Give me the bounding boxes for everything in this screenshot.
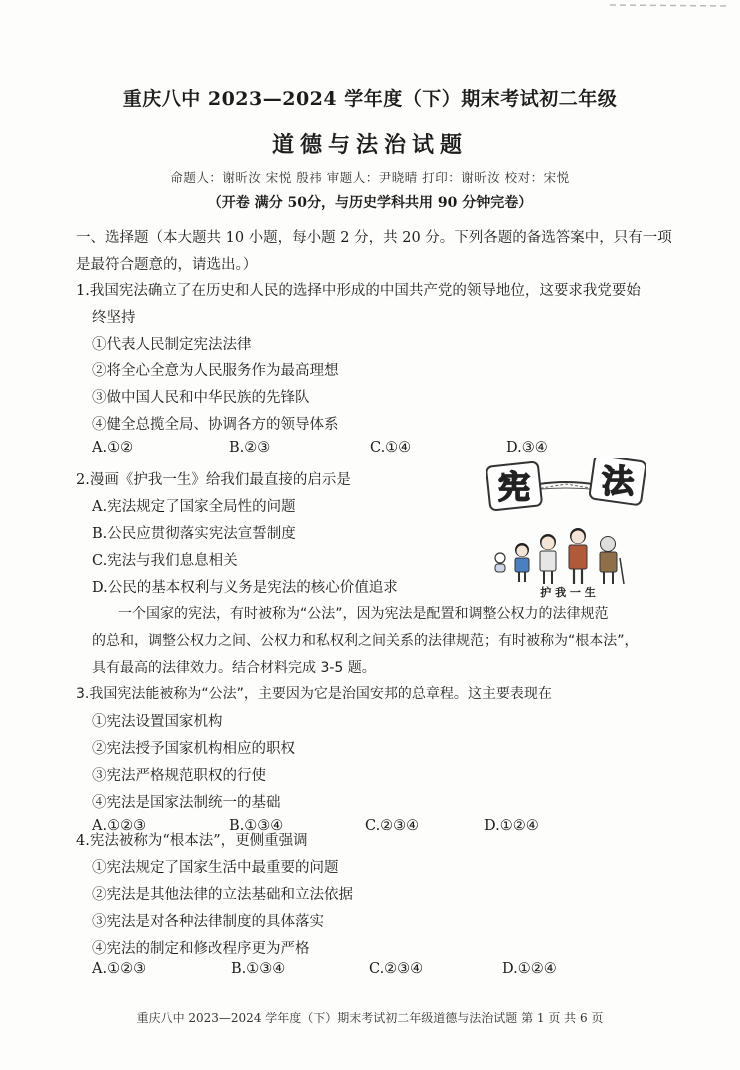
cartoon-char-fa: 法 bbox=[601, 462, 635, 500]
material-line2: 的总和，调整公权力之间、公权力和私权利之间关系的法律规范；有时被称为“根本法”， bbox=[92, 633, 639, 649]
q1-option-b: B.②③ bbox=[229, 440, 271, 456]
q4-item: ③宪法是对各种法律制度的具体落实 bbox=[92, 914, 324, 930]
q1-stem-line2: 终坚持 bbox=[92, 310, 136, 326]
q4-option-b: B.①③④ bbox=[231, 961, 286, 977]
q3-item: ①宪法设置国家机构 bbox=[92, 714, 223, 730]
q4-stem: 4.宪法被称为“根本法”，更侧重强调 bbox=[76, 833, 308, 849]
section-heading-line1: 一、选择题（本大题共 10 小题，每小题 2 分，共 20 分。下列各题的备选答案中，只有一项 bbox=[76, 230, 672, 246]
subject-title: 道德与法治试题 bbox=[271, 132, 468, 158]
q2-option-a: A.宪法规定了国家全局性的问题 bbox=[92, 499, 296, 515]
q2-stem: 2.漫画《护我一生》给我们最直接的启示是 bbox=[76, 472, 351, 488]
q1-item: ③做中国人民和中华民族的先锋队 bbox=[92, 390, 310, 406]
page-footer: 重庆八中 2023—2024 学年度（下）期末考试初二年级道德与法治试题 第 1 页 共 6 页 bbox=[136, 1011, 604, 1025]
q1-item: ④健全总揽全局、协调各方的领导体系 bbox=[92, 417, 339, 433]
q3-option-d: D.①②④ bbox=[484, 818, 539, 834]
cartoon-protect-my-life bbox=[486, 458, 646, 598]
q4-item: ①宪法规定了国家生活中最重要的问题 bbox=[92, 860, 339, 876]
q3-option-a: A.①②③ bbox=[92, 818, 147, 834]
q2-option-c: C.宪法与我们息息相关 bbox=[92, 553, 238, 569]
material-line3: 具有最高的法律效力。结合材料完成 3-5 题。 bbox=[92, 660, 376, 676]
q1-option-c: C.①④ bbox=[370, 440, 412, 456]
q3-item: ②宪法授予国家机构相应的职权 bbox=[92, 741, 295, 757]
q3-stem: 3.我国宪法能被称为“公法”，主要因为它是治国安邦的总章程。这主要表现在 bbox=[76, 686, 552, 702]
q1-stem-line1: 1.我国宪法确立了在历史和人民的选择中形成的中国共产党的领导地位，这要求我党要始 bbox=[76, 283, 641, 299]
q3-option-c: C.②③④ bbox=[365, 818, 420, 834]
exam-title: 重庆八中 2023—2024 学年度（下）期末考试初二年级 bbox=[122, 88, 618, 110]
q4-option-d: D.①②④ bbox=[502, 961, 557, 977]
q4-option-a: A.①②③ bbox=[92, 961, 147, 977]
section-heading-line2: 是最符合题意的，请选出。） bbox=[76, 257, 258, 273]
exam-note: （开卷 满分 50分，与历史学科共用 90 分钟完卷） bbox=[207, 195, 533, 211]
cartoon-caption: 护 我 一 生 bbox=[540, 586, 596, 598]
q2-option-d: D.公民的基本权利与义务是宪法的核心价值追求 bbox=[92, 580, 398, 596]
q2-option-b: B.公民应贯彻落实宪法宣誓制度 bbox=[92, 526, 296, 542]
q4-option-c: C.②③④ bbox=[369, 961, 424, 977]
q3-item: ③宪法严格规范职权的行使 bbox=[92, 768, 266, 784]
q4-item: ②宪法是其他法律的立法基础和立法依据 bbox=[92, 887, 353, 903]
q1-item: ②将全心全意为人民服务作为最高理想 bbox=[92, 363, 339, 379]
staff-line: 命题人：谢昕汝 宋悦 殷祎 审题人：尹晓晴 打印：谢昕汝 校对：宋悦 bbox=[170, 170, 570, 185]
q3-option-b: B.①③④ bbox=[229, 818, 284, 834]
material-line1: 一个国家的宪法，有时被称为“公法”，因为宪法是配置和调整公权力的法律规范 bbox=[118, 606, 609, 622]
q1-option-d: D.③④ bbox=[506, 440, 548, 456]
q1-item: ①代表人民制定宪法法律 bbox=[92, 337, 252, 353]
scan-mark bbox=[610, 2, 730, 10]
cartoon-char-xian: 宪 bbox=[497, 468, 531, 506]
q1-option-a: A.①② bbox=[92, 440, 134, 456]
q4-item: ④宪法的制定和修改程序更为严格 bbox=[92, 941, 310, 957]
q3-item: ④宪法是国家法制统一的基础 bbox=[92, 795, 281, 811]
